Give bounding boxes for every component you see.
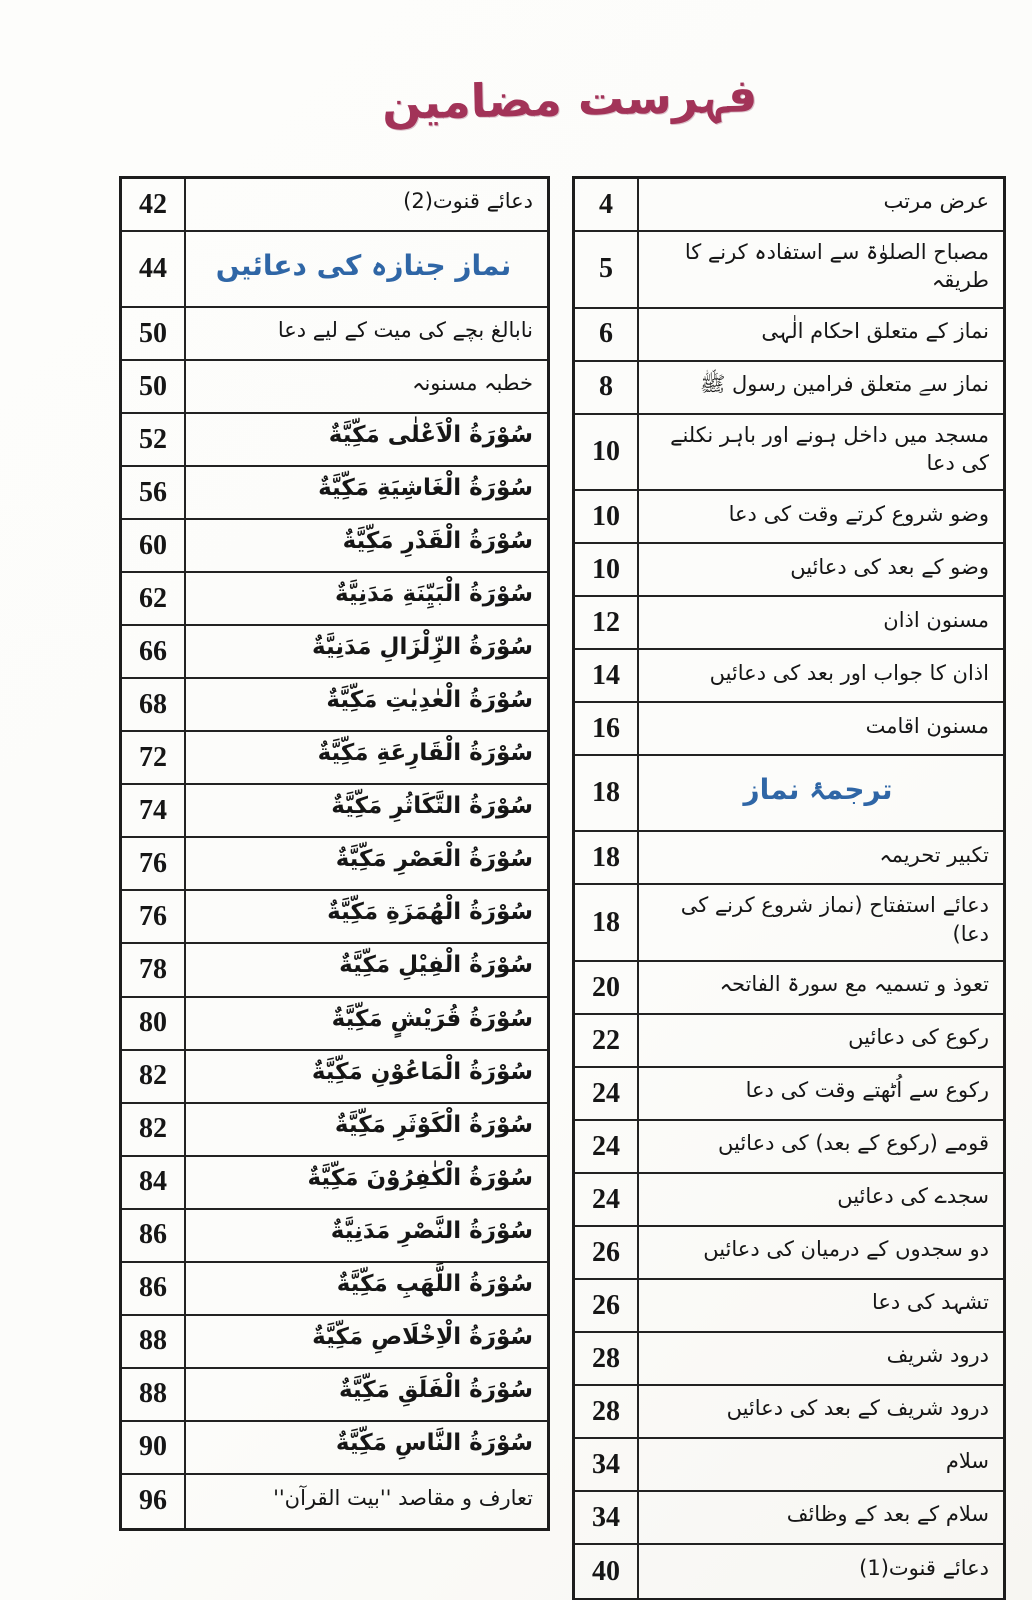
- page-number-cell: 72: [122, 732, 186, 783]
- page-number-cell: 76: [122, 891, 186, 942]
- entry-title-cell: سُوْرَةُ الْعٰدِيٰتِ مَكِّيَّةٌ: [326, 687, 533, 714]
- entry-title-cell: نماز کے متعلق احکام الٰہی: [761, 319, 989, 344]
- toc-row: [122, 467, 547, 520]
- entry-title-cell: دعائے قنوت(1): [859, 1556, 989, 1581]
- page-number-cell: 16: [575, 703, 639, 754]
- toc-row: [122, 1210, 547, 1263]
- page-number-cell: 8: [575, 362, 639, 413]
- entry-title-cell: سُوْرَةُ الْفَلَقِ مَكِّيَّةٌ: [338, 1376, 533, 1403]
- toc-row: [575, 650, 1003, 703]
- entry-title-cell: سُوْرَةُ النَّاسِ مَكِّيَّةٌ: [335, 1429, 533, 1456]
- toc-row: [575, 1386, 1003, 1439]
- entry-title-cell: قومے (رکوع کے بعد) کی دعائیں: [718, 1131, 989, 1156]
- page-number-cell: 26: [575, 1227, 639, 1278]
- page-number-cell: 56: [122, 467, 186, 518]
- entry-title-cell: سُوْرَةُ الزِّلْزَالِ مَدَنِيَّةٌ: [312, 634, 533, 661]
- entry-title-cell: سلام: [945, 1449, 989, 1474]
- page-number-cell: 80: [122, 998, 186, 1049]
- entry-title-cell: سُوْرَةُ الْقَارِعَةِ مَكِّيَّةٌ: [317, 740, 533, 767]
- page-number-cell: 22: [575, 1015, 639, 1066]
- toc-row: [122, 414, 547, 467]
- entry-title-cell: وضو شروع کرتے وقت کی دعا: [728, 501, 989, 526]
- page-number-cell: 74: [122, 785, 186, 836]
- page-number-cell: 4: [575, 179, 639, 230]
- entry-title-cell: سُوْرَةُ النَّصْرِ مَدَنِيَّةٌ: [330, 1217, 533, 1244]
- entry-title-cell: دعائے استفتاح (نماز شروع کرنے کی دعا): [680, 893, 989, 946]
- toc-row: [575, 1174, 1003, 1227]
- page-number-cell: 86: [122, 1210, 186, 1261]
- toc-row: [575, 597, 1003, 650]
- entry-title-cell: وضو کے بعد کی دعائیں: [790, 554, 989, 579]
- entry-title-cell: سُوْرَةُ الْمَاعُوْنِ مَكِّيَّةٌ: [311, 1058, 533, 1085]
- toc-table-left: [119, 176, 550, 1531]
- page-number-cell: 52: [122, 414, 186, 465]
- page-number-cell: 10: [575, 544, 639, 595]
- toc-row: [122, 732, 547, 785]
- toc-row: [575, 703, 1003, 756]
- toc-row: [122, 232, 547, 308]
- toc-row: [122, 573, 547, 626]
- page-number-cell: 86: [122, 1263, 186, 1314]
- toc-row: [122, 1157, 547, 1210]
- page-number-cell: 6: [575, 309, 639, 360]
- toc-row: [122, 1051, 547, 1104]
- page-number-cell: 18: [575, 885, 639, 960]
- toc-row: [122, 891, 547, 944]
- toc-row: [122, 1316, 547, 1369]
- entry-title-cell: رکوع کی دعائیں: [848, 1025, 989, 1050]
- page-number-cell: 50: [122, 361, 186, 412]
- page-number-cell: 76: [122, 838, 186, 889]
- entry-title-cell: اذان کا جواب اور بعد کی دعائیں: [709, 660, 989, 685]
- entry-title-cell: مسجد میں داخل ہونے اور باہر نکلنے کی دعا: [670, 422, 989, 476]
- toc-row: [122, 179, 547, 232]
- toc-row: [122, 1422, 547, 1475]
- page-number-cell: 40: [575, 1545, 639, 1598]
- page-title: فہرست مضامین: [381, 68, 759, 130]
- page-number-cell: 12: [575, 597, 639, 648]
- entry-title-cell: سُوْرَةُ الْعَصْرِ مَكِّيَّةٌ: [335, 846, 533, 873]
- entry-title-cell: تعوذ و تسمیہ مع سورۃ الفاتحہ: [719, 972, 989, 997]
- entry-title-cell: دو سجدوں کے درمیان کی دعائیں: [703, 1237, 989, 1262]
- entry-title-cell: سُوْرَةُ الْاِخْلَاصِ مَكِّيَّةٌ: [312, 1323, 533, 1350]
- entry-title-cell: مسنون اقامت: [865, 713, 989, 738]
- toc-row: [575, 1015, 1003, 1068]
- toc-row: [575, 756, 1003, 832]
- entry-title-cell: سُوْرَةُ الْاَعْلٰى مَكِّيَّةٌ: [328, 422, 533, 448]
- page-number-cell: 18: [575, 832, 639, 883]
- entry-title-cell: سُوْرَةُ الْهُمَزَةِ مَكِّيَّةٌ: [327, 899, 533, 926]
- toc-row: [122, 785, 547, 838]
- entry-title-cell: سلام کے بعد کے وظائف: [786, 1502, 989, 1527]
- entry-title-cell: سجدے کی دعائیں: [837, 1184, 989, 1209]
- toc-row: [575, 362, 1003, 415]
- toc-row: [122, 679, 547, 732]
- toc-row: [575, 179, 1003, 232]
- page-number-cell: 96: [122, 1475, 186, 1528]
- toc-row: [575, 544, 1003, 597]
- entry-title-cell: سُوْرَةُ اللَّهَبِ مَكِّيَّةٌ: [336, 1270, 533, 1297]
- toc-row: [122, 838, 547, 891]
- page-number-cell: 28: [575, 1333, 639, 1384]
- page-number-cell: 24: [575, 1121, 639, 1172]
- page-number-cell: 44: [122, 232, 186, 306]
- entry-title-cell: تکبیر تحریمہ: [879, 842, 989, 867]
- entry-title-cell: درود شریف: [886, 1343, 989, 1368]
- page-number-cell: 18: [575, 756, 639, 830]
- toc-row: [575, 415, 1003, 492]
- entry-title-cell: مسنون اذان: [883, 607, 989, 632]
- page-number-cell: 34: [575, 1492, 639, 1543]
- page-number-cell: 82: [122, 1051, 186, 1102]
- page-number-cell: 5: [575, 232, 639, 307]
- toc-row: [122, 1263, 547, 1316]
- page-number-cell: 20: [575, 962, 639, 1013]
- entry-title-cell: عرض مرتب: [883, 189, 989, 214]
- entry-title-cell: سُوْرَةُ التَّكَاثُرِ مَكِّيَّةٌ: [331, 793, 533, 820]
- toc-row: [575, 832, 1003, 885]
- toc-row: [122, 520, 547, 573]
- entry-title-cell: نماز سے متعلق فرامین رسول ﷺ: [699, 372, 989, 397]
- entry-title-cell: نابالغ بچے کی میت کے لیے دعا: [277, 318, 533, 343]
- toc-row: [575, 1333, 1003, 1386]
- page-number-cell: 50: [122, 308, 186, 359]
- toc-table-right: [572, 176, 1006, 1600]
- entry-title-cell: درود شریف کے بعد کی دعائیں: [726, 1396, 989, 1421]
- toc-row: [575, 491, 1003, 544]
- entry-title-cell: سُوْرَةُ الْفِيْلِ مَكِّيَّةٌ: [339, 952, 533, 979]
- page-number-cell: 68: [122, 679, 186, 730]
- entry-title-cell: دعائے قنوت(2): [403, 189, 533, 214]
- entry-title-cell: سُوْرَةُ قُرَيْشٍ مَكِّيَّةٌ: [331, 1005, 533, 1032]
- entry-title-cell: رکوع سے اُٹھتے وقت کی دعا: [745, 1078, 989, 1103]
- page-number-cell: 28: [575, 1386, 639, 1437]
- page-number-cell: 60: [122, 520, 186, 571]
- toc-row: [575, 309, 1003, 362]
- page-number-cell: 34: [575, 1439, 639, 1490]
- toc-row: [122, 998, 547, 1051]
- page-number-cell: 88: [122, 1316, 186, 1367]
- page-number-cell: 90: [122, 1422, 186, 1473]
- page-number-cell: 26: [575, 1280, 639, 1331]
- entry-title-cell: سُوْرَةُ الْكَوْثَرِ مَكِّيَّةٌ: [334, 1111, 533, 1138]
- toc-row: [575, 1121, 1003, 1174]
- toc-row: [575, 885, 1003, 962]
- page-number-cell: 24: [575, 1068, 639, 1119]
- toc-row: [122, 626, 547, 679]
- page-number-cell: 14: [575, 650, 639, 701]
- toc-row: [575, 1227, 1003, 1280]
- toc-row: [575, 232, 1003, 309]
- page-number-cell: 82: [122, 1104, 186, 1155]
- page-number-cell: 10: [575, 415, 639, 490]
- toc-row: [122, 944, 547, 997]
- toc-row: [122, 1475, 547, 1528]
- toc-row: [122, 1369, 547, 1422]
- page-number-cell: 10: [575, 491, 639, 542]
- entry-title-cell: تعارف و مقاصد ''بیت القرآن'': [273, 1486, 533, 1511]
- page-number-cell: 62: [122, 573, 186, 624]
- page-number-cell: 78: [122, 944, 186, 995]
- entry-title-cell: سُوْرَةُ الْقَدْرِ مَكِّيَّةٌ: [342, 528, 533, 555]
- entry-title-cell: سُوْرَةُ الْبَيِّنَةِ مَدَنِيَّةٌ: [334, 581, 533, 608]
- entry-title-cell: مصباح الصلوٰۃ سے استفادہ کرنے کا طریقہ: [684, 240, 989, 293]
- page-number-cell: 88: [122, 1369, 186, 1420]
- page-number-cell: 42: [122, 179, 186, 230]
- toc-row: [575, 1068, 1003, 1121]
- toc-row: [575, 962, 1003, 1015]
- entry-title-cell: سُوْرَةُ الْكٰفِرُوْنَ مَكِّيَّةٌ: [307, 1164, 533, 1191]
- title-band: [0, 68, 1032, 130]
- entry-title-cell: سُوْرَةُ الْغَاشِيَةِ مَكِّيَّةٌ: [318, 475, 533, 502]
- page-number-cell: 24: [575, 1174, 639, 1225]
- entry-title-cell: نماز جنازہ کی دعائیں: [215, 249, 512, 283]
- toc-row: [122, 361, 547, 414]
- page-number-cell: 66: [122, 626, 186, 677]
- entry-title-cell: تشہد کی دعا: [871, 1290, 989, 1315]
- toc-row: [575, 1545, 1003, 1598]
- page-number-cell: 84: [122, 1157, 186, 1208]
- toc-row: [575, 1492, 1003, 1545]
- toc-row: [122, 1104, 547, 1157]
- entry-title-cell: خطبہ مسنونہ: [412, 371, 533, 396]
- entry-title-cell: ترجمۂ نماز: [743, 773, 893, 807]
- toc-row: [122, 308, 547, 361]
- toc-row: [575, 1439, 1003, 1492]
- toc-row: [575, 1280, 1003, 1333]
